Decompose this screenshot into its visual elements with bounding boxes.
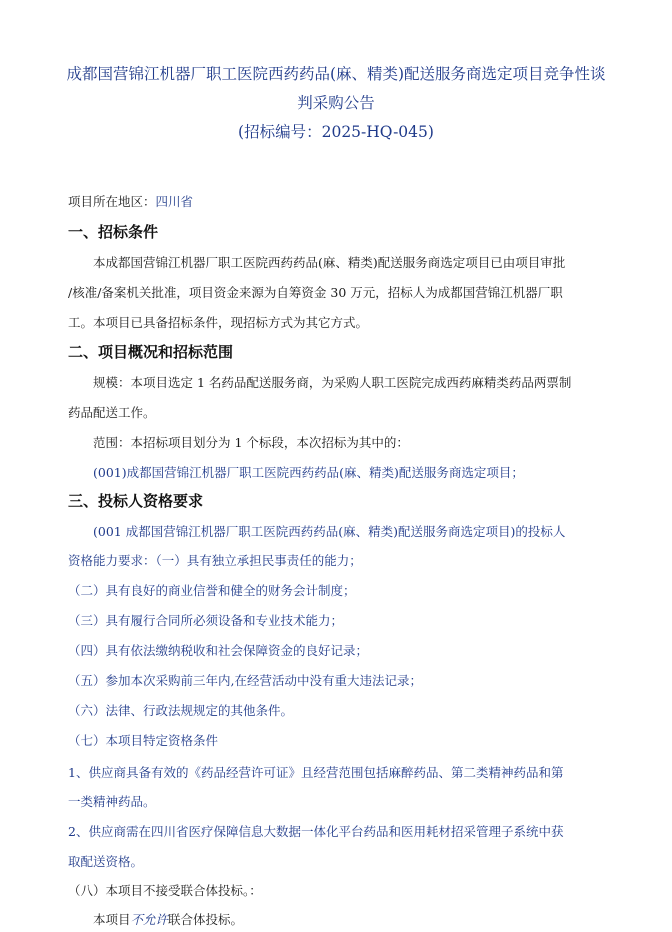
section-heading-qualification: 三、投标人资格要求 (68, 492, 204, 510)
joint-bid-suffix: 联合体投标。 (168, 912, 244, 927)
joint-bid-statement (93, 910, 243, 928)
qualification-intro-line-1: (001 成都国营锦江机器厂职工医院西药药品(麻、精类)配送服务商选定项目)的投标人 (93, 524, 566, 539)
range-line: 范围：本招标项目划分为 1 个标段，本次招标为其中的： (93, 435, 409, 450)
tender-conditions-line-3: 工。本项目已具备招标条件，现招标方式为其它方式。 (68, 315, 369, 330)
joint-bid-prefix: 本项目 (93, 912, 131, 927)
tender-number: (招标编号：2025-HQ-045) (238, 123, 434, 141)
scale-line-1: 规模：本项目选定 1 名药品配送服务商，为采购人职工医院完成西药麻精类药品两票制 (93, 375, 572, 390)
requirement-3: （三）具有履行合同所必须设备和专业技术能力； (68, 613, 344, 628)
requirement-2: （二）具有良好的商业信誉和健全的财务会计制度； (68, 583, 356, 598)
tender-conditions-line-1: 本成都国营锦江机器厂职工医院西药药品(麻、精类)配送服务商选定项目已由项目审批 (93, 255, 566, 270)
section-heading-project-overview: 二、项目概况和招标范围 (68, 343, 234, 361)
special-condition-1-line-1: 1、供应商具备有效的《药品经营许可证》且经营范围包括麻醉药品、第二类精神药品和第 (68, 765, 564, 780)
location-label: 项目所在地区： (68, 194, 156, 209)
requirement-5: （五）参加本次采购前三年内,在经营活动中没有重大违法记录； (68, 673, 422, 688)
scale-line-2: 药品配送工作。 (68, 405, 156, 420)
lot-line: (001)成都国营锦江机器厂职工医院西药药品(麻、精类)配送服务商选定项目； (93, 465, 524, 480)
joint-bid-value: 不允许 (130, 912, 169, 927)
location-value: 四川省 (155, 194, 194, 209)
requirement-8: （八）本项目不接受联合体投标。： (68, 883, 262, 898)
tender-conditions-line-2: /核准/备案机关批准，项目资金来源为自筹资金 30 万元，招标人为成都国营锦江机器厂职 (68, 285, 563, 300)
special-condition-2-line-2: 取配送资格。 (68, 854, 144, 869)
requirement-6: （六）法律、行政法规规定的其他条件。 (68, 703, 294, 718)
special-condition-1-line-2: 一类精神药品。 (68, 794, 156, 809)
doc-title-line-1: 成都国营锦江机器厂职工医院西药药品(麻、精类)配送服务商选定项目竞争性谈 (66, 65, 606, 83)
section-heading-tender-conditions: 一、招标条件 (68, 223, 159, 241)
qualification-intro-line-2: 资格能力要求：（一）具有独立承担民事责任的能力； (68, 553, 362, 568)
requirement-4: （四）具有依法缴纳税收和社会保障资金的良好记录； (68, 643, 369, 658)
project-location (68, 192, 193, 210)
doc-title-line-2: 判采购公告 (297, 94, 375, 112)
special-condition-2-line-1: 2、供应商需在四川省医疗保障信息大数据一体化平台药品和医用耗材招采管理子系统中获 (68, 824, 564, 839)
requirement-7: （七）本项目特定资格条件 (68, 733, 219, 748)
